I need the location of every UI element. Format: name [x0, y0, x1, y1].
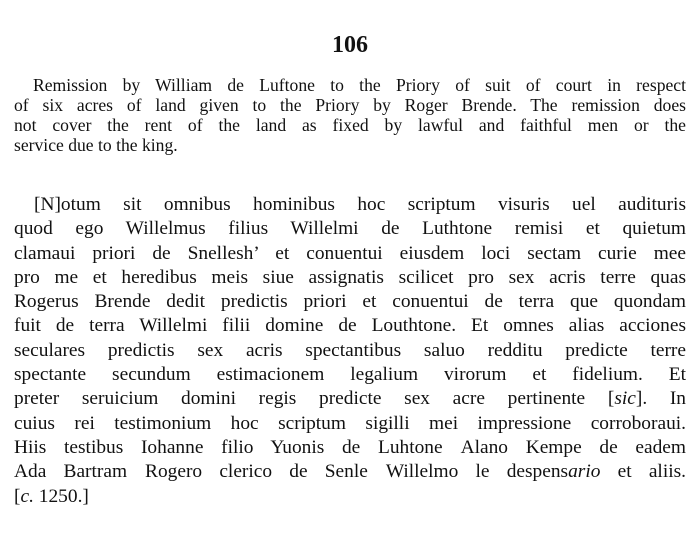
witness-name: Rogero clerico de Senle: [145, 461, 368, 483]
circa-marker: c.: [20, 485, 34, 507]
charter-line: quod ego Willelmus filius Willelmi de Luthtone remisi et quietum: [14, 218, 686, 240]
summary-line: Remission by William de Luftone to the Priory of suit of court in respect: [33, 75, 686, 95]
summary-line: service due to the king.: [14, 135, 178, 155]
charter-line: [14, 387, 686, 411]
charter-line: clamaui priori de Snellesh’ et conuentui eiusdem loci sectam curie mee: [14, 242, 686, 264]
witness-line: [14, 460, 686, 484]
summary-line: of six acres of land given to the Priory by Roger Brende. The remission does: [14, 95, 686, 115]
charter-line: spectante secundum estimacionem legalium virorum et fidelium. Et: [14, 364, 686, 386]
summary-line: not cover the rent of the land as fixed by lawful and faithful men or the: [14, 115, 686, 135]
witness-name: Willelmo le despens: [385, 461, 569, 483]
charter-line: pro me et heredibus meis siue assignatis scilicet pro sex acris terre quas: [14, 266, 686, 288]
charter-text-segment: preter seruicium domini regis predicte sex acre pertinente [: [14, 388, 615, 410]
charter-line: fuit de terra Willelmi filii domine de Louthtone. Et omnes alias acciones: [14, 315, 686, 337]
witness-intro: Hiis testibus Iohanne filio Yuonis de Luhtone: [14, 436, 443, 458]
date-line: [14, 485, 686, 509]
charter-line: Rogerus Brende dedit predictis priori et conuentui de terra que quondam: [14, 291, 686, 313]
summary-paragraph: [14, 75, 686, 155]
witness-closing: et aliis.: [600, 461, 686, 483]
witness-name: Ada Bartram: [14, 461, 128, 483]
witness-name: Alano Kempe de eadem: [460, 436, 686, 458]
charter-line: seculares predictis sex acris spectantibus saluo redditu predicte terre: [14, 339, 686, 361]
charter-line: cuius rei testimonium hoc scriptum sigilli mei impressione corroboraui.: [14, 412, 686, 434]
document-page: [14, 0, 686, 560]
charter-text-segment: ]. In: [635, 388, 686, 410]
witness-name-expansion: ario: [568, 461, 601, 483]
sic-marker: sic: [614, 388, 636, 410]
witness-line: [14, 436, 686, 460]
date-value: 1250.]: [33, 485, 89, 507]
charter-text: [14, 193, 686, 509]
charter-line: [N]otum sit omnibus hominibus hoc scriptum visuris uel audituris: [34, 194, 686, 215]
date-bracket: [: [14, 485, 21, 507]
page-number: 106: [332, 32, 368, 58]
